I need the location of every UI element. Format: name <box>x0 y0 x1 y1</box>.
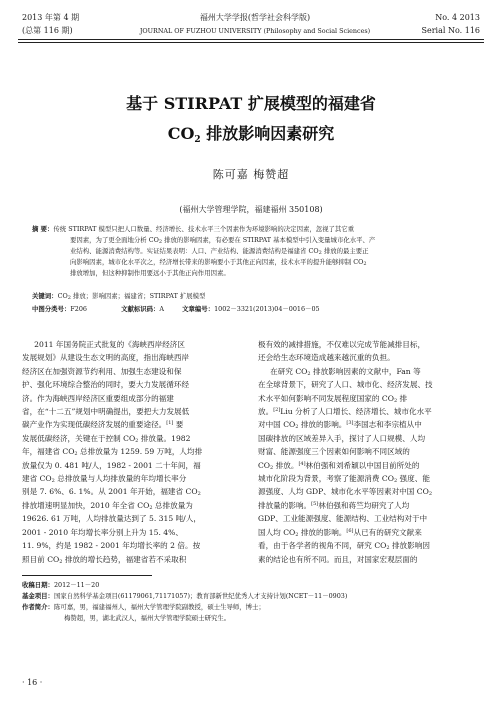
header-rule-thick <box>18 39 484 40</box>
keywords: 关键词：$CO_2$ 排放；影响因素；福建省；STIRPAT 扩展模型 <box>32 292 206 301</box>
header-issue: 2013 年第 4 期 <box>22 13 80 22</box>
footnotes: 收稿日期：2012－11－20 基金项目：国家自然科学基金项目(61179061,71171057)；教育部新世纪优秀人才支持计划(NCET－11－0903) 作者简介：陈可嘉，男，福建福州人，福州大学管理学院副教授，硕士生导师，博士； 梅赞超，男，湖北武汉人，福州大学管理学院硕士研究生。 <box>22 581 348 622</box>
header-serial: Serial No. 116 <box>421 26 480 35</box>
body-right-column: 极有效的减排措施，不仅难以完成节能减排目标， 还会给生态环境造成越来越沉重的负担。 在研究 $CO_2$ 排放影响因素的文献中，Fan 等 在全球背景下，研究了人口、城市化、经济发展、技 术水平如何影响不同发展程度国家的 $CO_2$ 排 放。[2]Liu 分析了人口增长、经济增长、城市化水平 对中国 $CO_2$ 排放的影响。[3]李国志和李宗植从中 国碳排放的区域差异入手，探讨了人口规模、人均 财富、能源强度三个因素如何影响不同区域的 $CO_2$ 排放。[4]林伯强和刘希颖以中国目前所处的 城市化阶段为背景，考察了能源消费 $CO_2$ 强度、能 源强度、人均 GDP、城市化水平等因素对中国 $CO_2$ 排放量的影响。[5]林伯强和蒋竺均研究了人均 GDP、工业能源强度、能源结构、工业结构对于中 国人均 $CO_2$ 排放的影响。[6]从已有的研究文献来 看，由于各学者的视角不同，研究 $CO_2$ 排放影响因 素的结论也有所不同。而且，对国家宏观层面的 <box>258 340 433 564</box>
article-title-line1: 基于 STIRPAT 扩展模型的福建省 <box>126 94 376 113</box>
header-rule-thin <box>18 42 484 43</box>
abstract-label: 摘 要： <box>32 225 54 233</box>
article-title-line2: $CO_2$ 排放影响因素研究 <box>167 124 335 145</box>
body-left-column: 2011 年国务院正式批复的《海峡西岸经济区 发展规划》从建设生态文明的高度，指出海峡西岸 经济区在加强资源节约利用、加强生态建设和保 护、强化环境综合整治的同时，要大力发展循环经 济。作为海峡西岸经济区重要组成部分的福建 省，在“十二五”规划中明确提出，要把大力发展低 碳产业作为实现低碳经济发展的重要途径。[1] 要 发展低碳经济，关键在于控制 $CO_2$ 排放量。1982 年，福建省 $CO_2$ 总排放量为 1259. 59 万吨，人均排 放量仅为 0. 481 吨/人，1982 - 2001 二十年间，福 建省 $CO_2$ 总排放量与人均排放量的年均增长率分 别是 7. 6%、6. 1%。从 2001 年开始，福建省 $CO_2$ 排放增速明显加快，2010 年全省 $CO_2$ 总排放量为 19626. 61 万吨，人均排放量达到了 5. 315 吨/人， 2001 - 2010 年均增长率分别上升为 15. 4%、 11. 9%，约是 1982 - 2001 年均增长率的 2 倍。按 照目前 $CO_2$ 排放的增长趋势，福建省若不采取积 <box>22 340 203 565</box>
footnote-rule <box>22 575 152 576</box>
header-number: No. 4 2013 <box>435 13 480 22</box>
header-journal-en: JOURNAL OF FUZHOU UNIVERSITY (Philosophy and Social Sciences) <box>139 27 371 35</box>
authors: 陈可嘉 梅赞超 <box>212 168 290 181</box>
header-total-issue: (总第 116 期) <box>22 26 73 35</box>
classification: 中图分类号：F206 文献标识码：A 文章编号：1002－3321(2013)04－0016－05 <box>32 305 320 313</box>
page-number: · 16 · <box>22 678 43 687</box>
affiliation: (福州大学管理学院，福建福州 350108) <box>179 205 323 214</box>
header-journal-cn: 福州大学学报(哲学社会科学版) <box>199 13 311 22</box>
abstract: 摘 要：传统 STIRPAT 模型只把人口数量、经济增长、技术水平三个因素作为环境影响的决定因素，忽视了其它重 要因素，为了更全面地分析 $CO_2$ 排放的影响因素，有必要在 STIRPAT 基本模型中引入变量城市化水平、产 业结构、能源消费结构等。实证结果表明：人口、产业结构、能源消费结构是福建省 $CO_2$ 排放的最主要正 向影响因素，城市化水平次之，经济增长带来的影响要小于其他正向因素，技术水平的提升能够抑制 $CO_2$ 排放增加，但这种抑制作用要远小于其他正向作用因素。 <box>32 225 376 277</box>
